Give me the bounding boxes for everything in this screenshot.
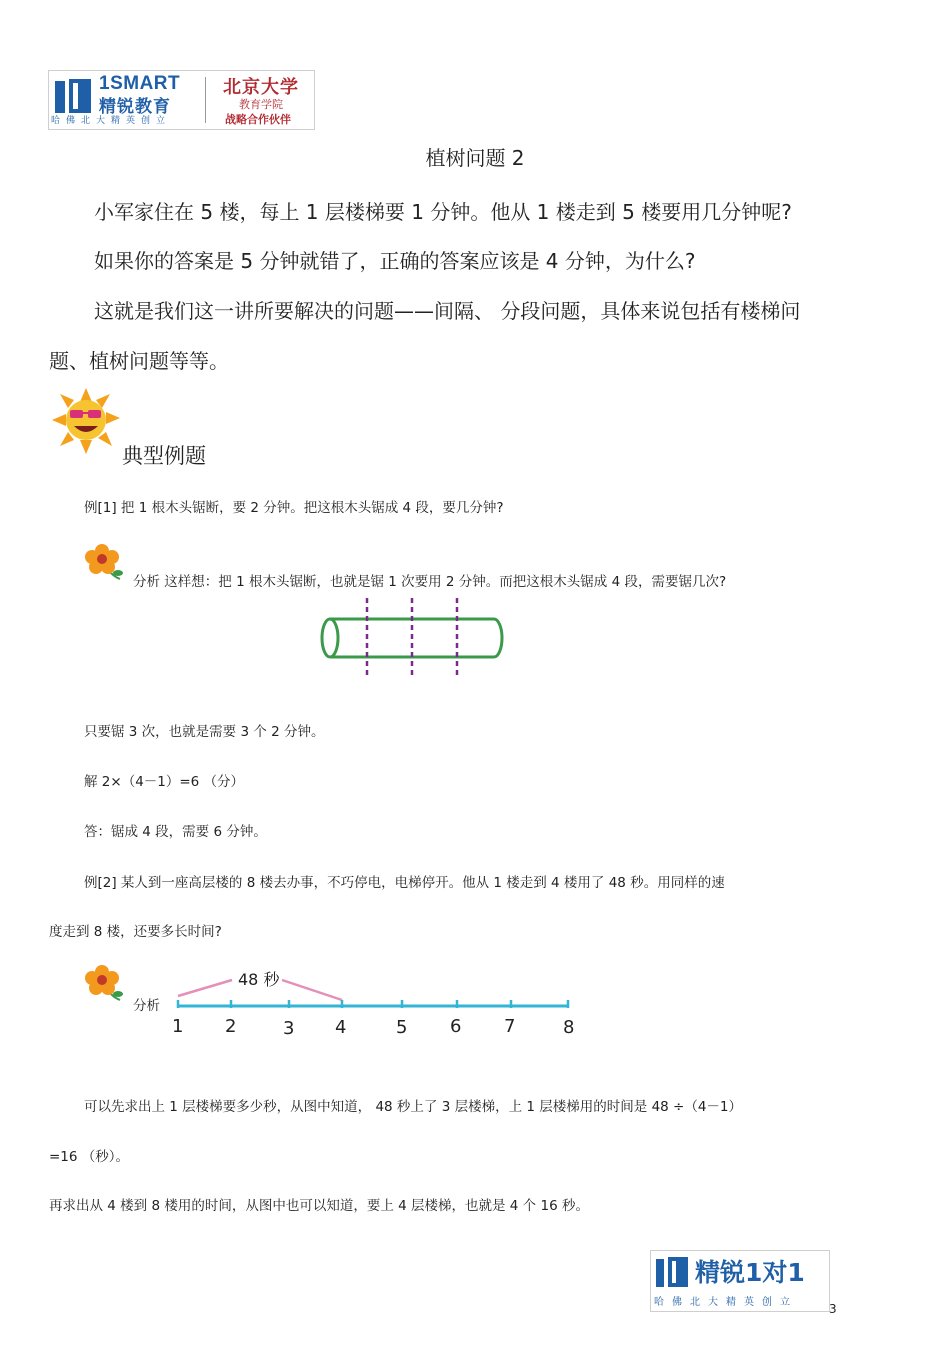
example-1: 例[1] 把 1 根木头锯断，要 2 分钟。把这根木头锯成 4 段，要几分钟?	[84, 500, 504, 516]
flower-icon	[84, 543, 126, 581]
example-1-note: 只要锯 3 次，也就是需要 3 个 2 分钟。	[84, 724, 325, 740]
log-cut-diagram	[318, 596, 508, 680]
example-2: 例[2] 某人到一座高层楼的 8 楼去办事，不巧停电，电梯停开。他从 1 楼走到 4 楼用了 48 秒。用同样的速	[84, 875, 725, 891]
logo-cn-text: 精锐教育	[99, 97, 171, 117]
intro-paragraph-3-cont: 题、植树问题等等。	[49, 349, 229, 373]
partner-name: 北京大学	[223, 77, 299, 98]
brand-mark-icon	[53, 77, 93, 115]
duration-label: 48 秒	[238, 970, 280, 989]
floor-label-5: 5	[396, 1017, 408, 1038]
intro-paragraph-1: 小军家住在 5 楼，每上 1 层楼梯要 1 分钟。他从 1 楼走到 5 楼要用几分钟呢?	[94, 200, 792, 224]
intro-paragraph-3: 这就是我们这一讲所要解决的问题——间隔、 分段问题，具体来说包括有楼梯问	[94, 299, 801, 323]
footer-logo	[650, 1250, 830, 1312]
example-2-cont: 度走到 8 楼，还要多长时间?	[49, 924, 222, 940]
page-title: 植树问题 2	[425, 146, 525, 170]
partner-tag: 战略合作伙伴	[225, 113, 291, 126]
example-2-text-2: 再求出从 4 楼到 8 楼用的时间，从图中也可以知道，要上 4 层楼梯，也就是 4 个 16 秒。	[49, 1198, 589, 1214]
footer-logo-text: 精锐1对1	[695, 1258, 805, 1287]
brand-mark-icon	[655, 1255, 689, 1289]
header-logo	[48, 70, 315, 130]
floor-label-8: 8	[563, 1017, 575, 1038]
section-title: 典型例题	[122, 444, 206, 468]
example-1-answer: 答：锯成 4 段，需要 6 分钟。	[84, 824, 267, 840]
page-number: 3	[829, 1302, 837, 1316]
floor-label-3: 3	[283, 1018, 295, 1039]
logo-en-text: 1SMART	[99, 73, 181, 94]
arc-right	[282, 980, 342, 1000]
flower-icon	[84, 964, 126, 1002]
footer-logo-subtitle: 哈佛北大精英创立	[654, 1297, 798, 1308]
floor-label-4: 4	[335, 1017, 347, 1038]
floor-label-2: 2	[225, 1016, 237, 1037]
logo-subtitle: 哈佛北大精英创立	[51, 116, 172, 126]
example-1-solution: 解 2×（4－1）=6 （分）	[84, 774, 245, 790]
floor-label-1: 1	[172, 1016, 184, 1037]
partner-dept: 教育学院	[239, 98, 283, 111]
floor-label-7: 7	[504, 1016, 516, 1037]
arc-left	[178, 980, 232, 996]
logo-divider	[205, 77, 206, 123]
example-1-analysis: 分析 这样想：把 1 根木头锯断，也就是锯 1 次要用 2 分钟。而把这根木头锯成 4 段，需要锯几次?	[133, 574, 727, 590]
stairs-number-line	[170, 970, 580, 1014]
example-2-analysis: 分析	[133, 998, 160, 1014]
sun-mascot-icon	[52, 388, 120, 454]
intro-paragraph-2: 如果你的答案是 5 分钟就错了，正确的答案应该是 4 分钟，为什么?	[94, 249, 696, 273]
floor-label-6: 6	[450, 1016, 462, 1037]
example-2-text-1-cont: =16 （秒）。	[49, 1149, 130, 1165]
example-2-text-1: 可以先求出上 1 层楼梯要多少秒，从图中知道， 48 秒上了 3 层楼梯，上 1 层楼梯用的时间是 48 ÷（4－1）	[84, 1099, 743, 1115]
